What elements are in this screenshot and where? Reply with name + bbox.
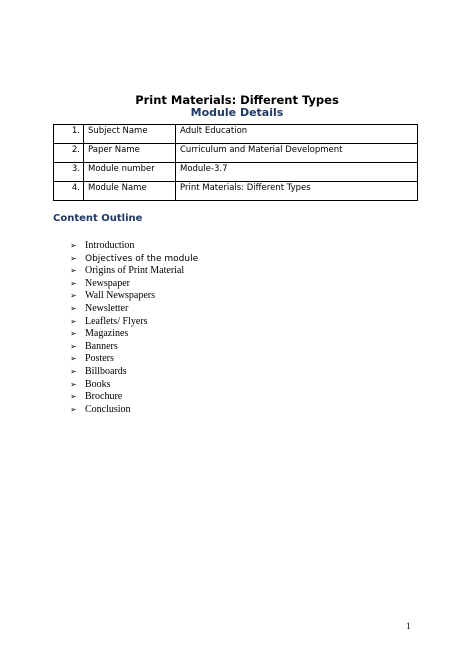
- list-item: [70, 366, 198, 379]
- arrow-bullet-icon: ➢: [70, 303, 77, 313]
- list-item: [70, 404, 198, 417]
- list-item-label: Newspaper: [85, 277, 130, 289]
- list-item-label: Objectives of the module: [85, 253, 199, 264]
- list-item-label: Books: [85, 378, 111, 390]
- arrow-bullet-icon: ➢: [70, 291, 77, 301]
- row-number: 4.: [54, 182, 84, 201]
- list-item: [70, 379, 198, 392]
- row-field-name: Subject Name: [84, 125, 176, 144]
- arrow-bullet-icon: ➢: [70, 278, 77, 288]
- row-number: 2.: [54, 144, 84, 163]
- arrow-bullet-icon: ➢: [70, 241, 77, 250]
- arrow-bullet-icon: ➢: [70, 379, 77, 389]
- arrow-bullet-icon: ➢: [70, 341, 77, 351]
- arrow-bullet-icon: ➢: [70, 366, 77, 376]
- list-item-label: Magazines: [85, 328, 129, 340]
- module-details-table: [53, 124, 418, 201]
- list-item: [70, 316, 198, 329]
- list-item: [70, 391, 198, 404]
- arrow-bullet-icon: ➢: [70, 392, 77, 402]
- list-item: [70, 328, 198, 341]
- table-row: [54, 182, 418, 201]
- list-item-label: Wall Newspapers: [85, 290, 156, 302]
- table-row: [54, 144, 418, 163]
- list-item: [70, 253, 198, 266]
- arrow-bullet-icon: ➢: [70, 329, 77, 339]
- list-item: [70, 303, 198, 316]
- row-field-value: Curriculum and Material Development: [176, 144, 418, 163]
- row-number: 1.: [54, 125, 84, 144]
- list-item: [70, 290, 198, 303]
- list-item-label: Conclusion: [85, 403, 131, 415]
- list-item-label: Billboards: [85, 365, 127, 377]
- list-item: [70, 265, 198, 278]
- row-number: 3.: [54, 163, 84, 182]
- table-row: [54, 125, 418, 144]
- document-subtitle: Module Details: [190, 106, 284, 119]
- list-item-label: Brochure: [85, 391, 123, 403]
- row-field-name: Module Name: [84, 182, 176, 201]
- list-item-label: Posters: [85, 353, 114, 365]
- arrow-bullet-icon: ➢: [70, 404, 77, 414]
- list-item-label: Newsletter: [85, 302, 129, 314]
- arrow-bullet-icon: ➢: [70, 266, 77, 276]
- row-field-name: Module number: [84, 163, 176, 182]
- list-item-label: Banners: [85, 340, 118, 352]
- table-row: [54, 163, 418, 182]
- row-field-value: Adult Education: [176, 125, 418, 144]
- arrow-bullet-icon: ➢: [70, 354, 77, 364]
- row-field-value: Print Materials: Different Types: [176, 182, 418, 201]
- list-item-label: Leaflets/ Flyers: [85, 315, 148, 327]
- list-item-label: Origins of Print Material: [85, 265, 185, 277]
- list-item: [70, 353, 198, 366]
- row-field-value: Module-3.7: [176, 163, 418, 182]
- list-item: [70, 240, 198, 253]
- list-item-label: Introduction: [85, 240, 135, 251]
- document-title: Print Materials: Different Types: [135, 93, 339, 107]
- content-outline-heading: Content Outline: [53, 213, 143, 224]
- arrow-bullet-icon: ➢: [70, 316, 77, 326]
- row-field-name: Paper Name: [84, 144, 176, 163]
- content-outline-list: [70, 240, 198, 416]
- list-item: [70, 341, 198, 354]
- list-item: [70, 278, 198, 291]
- arrow-bullet-icon: ➢: [70, 253, 77, 263]
- page-number: 1: [406, 621, 411, 631]
